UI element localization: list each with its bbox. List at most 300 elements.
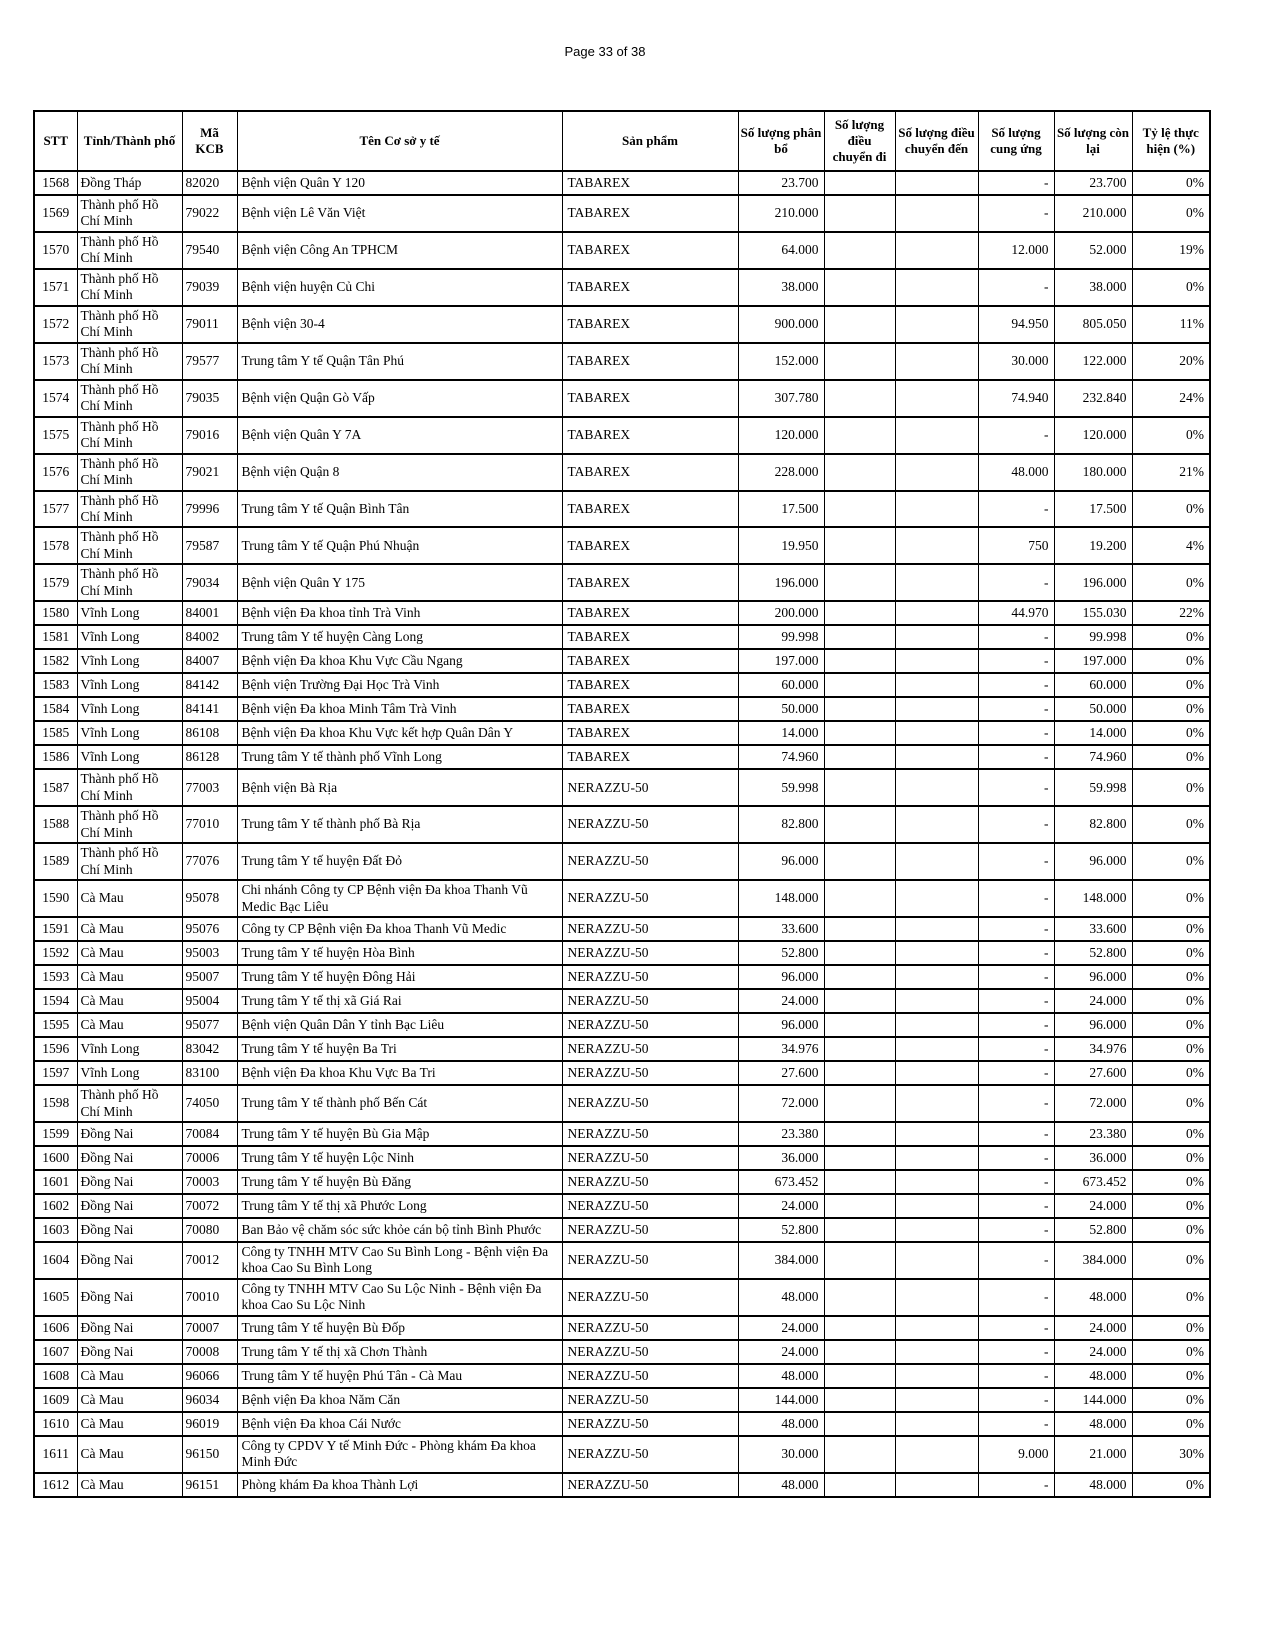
cell-province: Đồng Nai	[77, 1194, 182, 1218]
cell-stt: 1590	[34, 880, 77, 917]
cell-completion-rate: 0%	[1132, 1061, 1210, 1085]
cell-facility-name: Trung tâm Y tế thành phố Bà Rịa	[237, 806, 562, 843]
cell-supplied-qty: -	[978, 195, 1054, 232]
cell-kcb-code: 79022	[182, 195, 237, 232]
cell-province: Đồng Nai	[77, 1218, 182, 1242]
table-row	[34, 195, 1210, 232]
cell-transfer-out-qty	[824, 527, 895, 564]
cell-completion-rate: 21%	[1132, 454, 1210, 491]
cell-stt: 1588	[34, 806, 77, 843]
cell-completion-rate: 0%	[1132, 195, 1210, 232]
cell-supplied-qty: -	[978, 697, 1054, 721]
cell-transfer-in-qty	[895, 941, 978, 965]
cell-facility-name: Bệnh viện Đa khoa Năm Căn	[237, 1388, 562, 1412]
cell-supplied-qty: 44.970	[978, 601, 1054, 625]
cell-transfer-in-qty	[895, 564, 978, 601]
cell-transfer-in-qty	[895, 649, 978, 673]
cell-facility-name: Bệnh viện Quận Gò Vấp	[237, 380, 562, 417]
cell-transfer-in-qty	[895, 843, 978, 880]
cell-transfer-in-qty	[895, 527, 978, 564]
cell-stt: 1570	[34, 232, 77, 269]
cell-remaining-qty: 33.600	[1054, 917, 1132, 941]
column-header-stt: STT	[34, 111, 77, 171]
cell-remaining-qty: 96.000	[1054, 965, 1132, 989]
cell-product: TABAREX	[562, 673, 738, 697]
cell-product: NERAZZU-50	[562, 1279, 738, 1316]
cell-supplied-qty: -	[978, 1316, 1054, 1340]
cell-facility-name: Bệnh viện Quân Y 7A	[237, 417, 562, 454]
cell-completion-rate: 0%	[1132, 1194, 1210, 1218]
cell-transfer-out-qty	[824, 917, 895, 941]
cell-transfer-in-qty	[895, 989, 978, 1013]
cell-transfer-out-qty	[824, 1170, 895, 1194]
table-row	[34, 1473, 1210, 1497]
cell-province: Cà Mau	[77, 1388, 182, 1412]
cell-allocated-qty: 72.000	[738, 1085, 824, 1122]
cell-facility-name: Trung tâm Y tế thị xã Phước Long	[237, 1194, 562, 1218]
cell-transfer-in-qty	[895, 380, 978, 417]
table-row	[34, 1242, 1210, 1279]
table-row	[34, 745, 1210, 769]
cell-kcb-code: 86108	[182, 721, 237, 745]
cell-allocated-qty: 48.000	[738, 1364, 824, 1388]
table-row	[34, 306, 1210, 343]
cell-transfer-out-qty	[824, 232, 895, 269]
cell-remaining-qty: 23.380	[1054, 1122, 1132, 1146]
cell-completion-rate: 0%	[1132, 1085, 1210, 1122]
cell-transfer-out-qty	[824, 417, 895, 454]
cell-supplied-qty: -	[978, 1170, 1054, 1194]
cell-remaining-qty: 196.000	[1054, 564, 1132, 601]
cell-product: NERAZZU-50	[562, 769, 738, 806]
table-row	[34, 1340, 1210, 1364]
cell-facility-name: Trung tâm Y tế huyện Hòa Bình	[237, 941, 562, 965]
table-row	[34, 941, 1210, 965]
cell-remaining-qty: 122.000	[1054, 343, 1132, 380]
cell-product: TABAREX	[562, 491, 738, 528]
cell-stt: 1582	[34, 649, 77, 673]
cell-product: TABAREX	[562, 343, 738, 380]
cell-province: Cà Mau	[77, 1436, 182, 1473]
cell-transfer-out-qty	[824, 843, 895, 880]
cell-completion-rate: 0%	[1132, 880, 1210, 917]
cell-remaining-qty: 24.000	[1054, 1316, 1132, 1340]
cell-kcb-code: 70008	[182, 1340, 237, 1364]
table-row	[34, 380, 1210, 417]
cell-province: Cà Mau	[77, 880, 182, 917]
cell-kcb-code: 95078	[182, 880, 237, 917]
cell-transfer-in-qty	[895, 1218, 978, 1242]
cell-supplied-qty: -	[978, 1122, 1054, 1146]
cell-facility-name: Công ty TNHH MTV Cao Su Bình Long - Bệnh viện Đa khoa Cao Su Bình Long	[237, 1242, 562, 1279]
cell-completion-rate: 0%	[1132, 1412, 1210, 1436]
cell-completion-rate: 0%	[1132, 491, 1210, 528]
cell-allocated-qty: 27.600	[738, 1061, 824, 1085]
cell-stt: 1581	[34, 625, 77, 649]
cell-transfer-in-qty	[895, 1340, 978, 1364]
table-row	[34, 491, 1210, 528]
cell-supplied-qty: 12.000	[978, 232, 1054, 269]
cell-allocated-qty: 120.000	[738, 417, 824, 454]
cell-stt: 1573	[34, 343, 77, 380]
cell-product: NERAZZU-50	[562, 1242, 738, 1279]
cell-transfer-in-qty	[895, 1013, 978, 1037]
cell-supplied-qty: -	[978, 1388, 1054, 1412]
cell-transfer-in-qty	[895, 1364, 978, 1388]
cell-completion-rate: 0%	[1132, 1473, 1210, 1497]
cell-facility-name: Bệnh viện Trường Đại Học Trà Vinh	[237, 673, 562, 697]
cell-transfer-in-qty	[895, 306, 978, 343]
cell-transfer-in-qty	[895, 1146, 978, 1170]
cell-supplied-qty: -	[978, 1085, 1054, 1122]
table-row	[34, 1122, 1210, 1146]
table-row	[34, 601, 1210, 625]
cell-stt: 1605	[34, 1279, 77, 1316]
cell-transfer-out-qty	[824, 1085, 895, 1122]
cell-allocated-qty: 210.000	[738, 195, 824, 232]
cell-stt: 1602	[34, 1194, 77, 1218]
cell-stt: 1612	[34, 1473, 77, 1497]
table-row	[34, 806, 1210, 843]
table-row	[34, 1218, 1210, 1242]
cell-transfer-in-qty	[895, 1473, 978, 1497]
cell-completion-rate: 11%	[1132, 306, 1210, 343]
cell-transfer-out-qty	[824, 1279, 895, 1316]
cell-province: Vĩnh Long	[77, 745, 182, 769]
cell-allocated-qty: 673.452	[738, 1170, 824, 1194]
column-header-kcb-code: Mã KCB	[182, 111, 237, 171]
table-row	[34, 232, 1210, 269]
cell-supplied-qty: -	[978, 673, 1054, 697]
cell-product: NERAZZU-50	[562, 1473, 738, 1497]
cell-transfer-in-qty	[895, 745, 978, 769]
cell-supplied-qty: -	[978, 171, 1054, 195]
cell-facility-name: Bệnh viện Đa khoa Khu Vực Ba Tri	[237, 1061, 562, 1085]
table-row	[34, 843, 1210, 880]
cell-completion-rate: 0%	[1132, 269, 1210, 306]
cell-allocated-qty: 96.000	[738, 965, 824, 989]
cell-stt: 1578	[34, 527, 77, 564]
cell-allocated-qty: 144.000	[738, 1388, 824, 1412]
cell-stt: 1609	[34, 1388, 77, 1412]
cell-province: Đồng Tháp	[77, 171, 182, 195]
cell-supplied-qty: -	[978, 965, 1054, 989]
cell-transfer-out-qty	[824, 343, 895, 380]
cell-province: Đồng Nai	[77, 1146, 182, 1170]
cell-province: Thành phố Hồ Chí Minh	[77, 232, 182, 269]
table-row	[34, 1013, 1210, 1037]
cell-stt: 1574	[34, 380, 77, 417]
cell-province: Thành phố Hồ Chí Minh	[77, 527, 182, 564]
cell-allocated-qty: 200.000	[738, 601, 824, 625]
cell-remaining-qty: 805.050	[1054, 306, 1132, 343]
cell-facility-name: Trung tâm Y tế huyện Càng Long	[237, 625, 562, 649]
cell-remaining-qty: 52.000	[1054, 232, 1132, 269]
cell-province: Cà Mau	[77, 1364, 182, 1388]
cell-allocated-qty: 38.000	[738, 269, 824, 306]
cell-kcb-code: 79996	[182, 491, 237, 528]
cell-remaining-qty: 17.500	[1054, 491, 1132, 528]
cell-transfer-in-qty	[895, 1037, 978, 1061]
cell-facility-name: Phòng khám Đa khoa Thành Lợi	[237, 1473, 562, 1497]
cell-allocated-qty: 36.000	[738, 1146, 824, 1170]
cell-transfer-out-qty	[824, 269, 895, 306]
cell-stt: 1608	[34, 1364, 77, 1388]
cell-province: Thành phố Hồ Chí Minh	[77, 269, 182, 306]
cell-remaining-qty: 48.000	[1054, 1279, 1132, 1316]
cell-allocated-qty: 48.000	[738, 1473, 824, 1497]
cell-province: Thành phố Hồ Chí Minh	[77, 417, 182, 454]
table-row	[34, 527, 1210, 564]
column-header-transfer-out-qty: Số lượng điều chuyển đi	[824, 111, 895, 171]
cell-province: Vĩnh Long	[77, 601, 182, 625]
cell-remaining-qty: 36.000	[1054, 1146, 1132, 1170]
cell-product: NERAZZU-50	[562, 1061, 738, 1085]
cell-stt: 1586	[34, 745, 77, 769]
cell-facility-name: Trung tâm Y tế huyện Đất Đỏ	[237, 843, 562, 880]
cell-remaining-qty: 232.840	[1054, 380, 1132, 417]
cell-province: Thành phố Hồ Chí Minh	[77, 306, 182, 343]
cell-remaining-qty: 99.998	[1054, 625, 1132, 649]
cell-remaining-qty: 197.000	[1054, 649, 1132, 673]
cell-product: TABAREX	[562, 745, 738, 769]
cell-remaining-qty: 59.998	[1054, 769, 1132, 806]
cell-allocated-qty: 307.780	[738, 380, 824, 417]
cell-product: NERAZZU-50	[562, 917, 738, 941]
table-row	[34, 1146, 1210, 1170]
cell-transfer-out-qty	[824, 697, 895, 721]
cell-remaining-qty: 48.000	[1054, 1473, 1132, 1497]
table-row	[34, 171, 1210, 195]
cell-province: Đồng Nai	[77, 1122, 182, 1146]
cell-province: Vĩnh Long	[77, 1037, 182, 1061]
cell-transfer-out-qty	[824, 454, 895, 491]
cell-completion-rate: 0%	[1132, 1388, 1210, 1412]
cell-product: TABAREX	[562, 269, 738, 306]
table-row	[34, 625, 1210, 649]
table-row	[34, 697, 1210, 721]
cell-facility-name: Ban Bảo vệ chăm sóc sức khỏe cán bộ tỉnh Bình Phước	[237, 1218, 562, 1242]
cell-completion-rate: 0%	[1132, 1242, 1210, 1279]
cell-product: NERAZZU-50	[562, 806, 738, 843]
cell-transfer-in-qty	[895, 417, 978, 454]
cell-supplied-qty: -	[978, 843, 1054, 880]
cell-allocated-qty: 99.998	[738, 625, 824, 649]
cell-province: Vĩnh Long	[77, 721, 182, 745]
cell-completion-rate: 0%	[1132, 1122, 1210, 1146]
cell-stt: 1568	[34, 171, 77, 195]
cell-allocated-qty: 23.380	[738, 1122, 824, 1146]
cell-supplied-qty: 750	[978, 527, 1054, 564]
cell-transfer-out-qty	[824, 1061, 895, 1085]
cell-product: NERAZZU-50	[562, 989, 738, 1013]
cell-transfer-in-qty	[895, 769, 978, 806]
cell-facility-name: Trung tâm Y tế Quận Bình Tân	[237, 491, 562, 528]
cell-allocated-qty: 48.000	[738, 1412, 824, 1436]
cell-completion-rate: 0%	[1132, 1146, 1210, 1170]
cell-facility-name: Bệnh viện Công An TPHCM	[237, 232, 562, 269]
cell-facility-name: Trung tâm Y tế huyện Đông Hải	[237, 965, 562, 989]
cell-province: Cà Mau	[77, 917, 182, 941]
cell-completion-rate: 22%	[1132, 601, 1210, 625]
cell-remaining-qty: 38.000	[1054, 269, 1132, 306]
cell-transfer-out-qty	[824, 1122, 895, 1146]
cell-transfer-out-qty	[824, 649, 895, 673]
cell-stt: 1595	[34, 1013, 77, 1037]
cell-transfer-in-qty	[895, 491, 978, 528]
cell-allocated-qty: 24.000	[738, 989, 824, 1013]
cell-stt: 1601	[34, 1170, 77, 1194]
cell-province: Thành phố Hồ Chí Minh	[77, 769, 182, 806]
cell-supplied-qty: -	[978, 880, 1054, 917]
cell-remaining-qty: 120.000	[1054, 417, 1132, 454]
table-row	[34, 343, 1210, 380]
cell-facility-name: Bệnh viện Đa khoa Khu Vực Cầu Ngang	[237, 649, 562, 673]
cell-completion-rate: 0%	[1132, 745, 1210, 769]
table-row	[34, 649, 1210, 673]
cell-kcb-code: 79011	[182, 306, 237, 343]
cell-supplied-qty: 74.940	[978, 380, 1054, 417]
cell-facility-name: Trung tâm Y tế Quận Tân Phú	[237, 343, 562, 380]
cell-completion-rate: 0%	[1132, 1316, 1210, 1340]
cell-completion-rate: 0%	[1132, 989, 1210, 1013]
cell-transfer-in-qty	[895, 269, 978, 306]
cell-remaining-qty: 34.976	[1054, 1037, 1132, 1061]
cell-transfer-in-qty	[895, 721, 978, 745]
cell-stt: 1579	[34, 564, 77, 601]
table-row	[34, 1316, 1210, 1340]
cell-stt: 1592	[34, 941, 77, 965]
cell-kcb-code: 96150	[182, 1436, 237, 1473]
cell-completion-rate: 20%	[1132, 343, 1210, 380]
cell-kcb-code: 70006	[182, 1146, 237, 1170]
cell-remaining-qty: 74.960	[1054, 745, 1132, 769]
cell-kcb-code: 70072	[182, 1194, 237, 1218]
cell-product: TABAREX	[562, 625, 738, 649]
table-row	[34, 1412, 1210, 1436]
cell-transfer-out-qty	[824, 1388, 895, 1412]
cell-stt: 1604	[34, 1242, 77, 1279]
cell-transfer-in-qty	[895, 806, 978, 843]
cell-stt: 1610	[34, 1412, 77, 1436]
cell-allocated-qty: 900.000	[738, 306, 824, 343]
cell-transfer-out-qty	[824, 564, 895, 601]
cell-transfer-out-qty	[824, 171, 895, 195]
cell-completion-rate: 0%	[1132, 769, 1210, 806]
cell-allocated-qty: 196.000	[738, 564, 824, 601]
cell-stt: 1584	[34, 697, 77, 721]
cell-stt: 1585	[34, 721, 77, 745]
cell-remaining-qty: 155.030	[1054, 601, 1132, 625]
cell-facility-name: Trung tâm Y tế thành phố Bến Cát	[237, 1085, 562, 1122]
cell-product: TABAREX	[562, 232, 738, 269]
column-header-completion-rate: Tỷ lệ thực hiện (%)	[1132, 111, 1210, 171]
cell-product: TABAREX	[562, 649, 738, 673]
cell-kcb-code: 86128	[182, 745, 237, 769]
table-row	[34, 1436, 1210, 1473]
cell-transfer-in-qty	[895, 917, 978, 941]
cell-facility-name: Bệnh viện Đa khoa Cái Nước	[237, 1412, 562, 1436]
cell-province: Vĩnh Long	[77, 649, 182, 673]
cell-product: TABAREX	[562, 195, 738, 232]
cell-completion-rate: 0%	[1132, 171, 1210, 195]
cell-supplied-qty: -	[978, 917, 1054, 941]
cell-allocated-qty: 23.700	[738, 171, 824, 195]
cell-stt: 1589	[34, 843, 77, 880]
cell-kcb-code: 95077	[182, 1013, 237, 1037]
table-row	[34, 1194, 1210, 1218]
cell-province: Thành phố Hồ Chí Minh	[77, 564, 182, 601]
cell-transfer-in-qty	[895, 697, 978, 721]
column-header-supplied-qty: Số lượng cung ứng	[978, 111, 1054, 171]
cell-facility-name: Bệnh viện Quân Y 120	[237, 171, 562, 195]
cell-supplied-qty: 30.000	[978, 343, 1054, 380]
cell-transfer-out-qty	[824, 806, 895, 843]
cell-completion-rate: 0%	[1132, 625, 1210, 649]
cell-province: Đồng Nai	[77, 1340, 182, 1364]
table-row	[34, 1364, 1210, 1388]
cell-product: NERAZZU-50	[562, 965, 738, 989]
cell-product: NERAZZU-50	[562, 1194, 738, 1218]
cell-facility-name: Trung tâm Y tế huyện Bù Đăng	[237, 1170, 562, 1194]
cell-stt: 1599	[34, 1122, 77, 1146]
cell-province: Thành phố Hồ Chí Minh	[77, 1085, 182, 1122]
cell-kcb-code: 79016	[182, 417, 237, 454]
cell-stt: 1576	[34, 454, 77, 491]
cell-kcb-code: 70007	[182, 1316, 237, 1340]
cell-completion-rate: 0%	[1132, 564, 1210, 601]
cell-remaining-qty: 14.000	[1054, 721, 1132, 745]
cell-supplied-qty: -	[978, 1013, 1054, 1037]
cell-transfer-out-qty	[824, 769, 895, 806]
cell-completion-rate: 0%	[1132, 1170, 1210, 1194]
cell-kcb-code: 77010	[182, 806, 237, 843]
table-row	[34, 989, 1210, 1013]
cell-kcb-code: 84141	[182, 697, 237, 721]
cell-kcb-code: 83100	[182, 1061, 237, 1085]
column-header-province: Tỉnh/Thành phố	[77, 111, 182, 171]
cell-product: TABAREX	[562, 306, 738, 343]
cell-kcb-code: 96034	[182, 1388, 237, 1412]
cell-remaining-qty: 96.000	[1054, 843, 1132, 880]
cell-remaining-qty: 21.000	[1054, 1436, 1132, 1473]
cell-transfer-in-qty	[895, 1279, 978, 1316]
cell-product: NERAZZU-50	[562, 941, 738, 965]
cell-transfer-out-qty	[824, 1473, 895, 1497]
cell-product: NERAZZU-50	[562, 1122, 738, 1146]
cell-allocated-qty: 96.000	[738, 843, 824, 880]
cell-supplied-qty: 9.000	[978, 1436, 1054, 1473]
cell-supplied-qty: -	[978, 1242, 1054, 1279]
cell-supplied-qty: -	[978, 745, 1054, 769]
page-number: Page 33 of 38	[564, 44, 646, 59]
cell-province: Vĩnh Long	[77, 1061, 182, 1085]
cell-province: Vĩnh Long	[77, 625, 182, 649]
cell-stt: 1611	[34, 1436, 77, 1473]
table-row	[34, 1279, 1210, 1316]
cell-supplied-qty: -	[978, 941, 1054, 965]
cell-facility-name: Công ty CP Bệnh viện Đa khoa Thanh Vũ Medic	[237, 917, 562, 941]
table-row	[34, 880, 1210, 917]
cell-transfer-out-qty	[824, 1037, 895, 1061]
cell-kcb-code: 83042	[182, 1037, 237, 1061]
cell-stt: 1596	[34, 1037, 77, 1061]
cell-remaining-qty: 144.000	[1054, 1388, 1132, 1412]
cell-supplied-qty: -	[978, 1194, 1054, 1218]
cell-transfer-in-qty	[895, 1061, 978, 1085]
cell-transfer-in-qty	[895, 880, 978, 917]
cell-supplied-qty: -	[978, 1412, 1054, 1436]
